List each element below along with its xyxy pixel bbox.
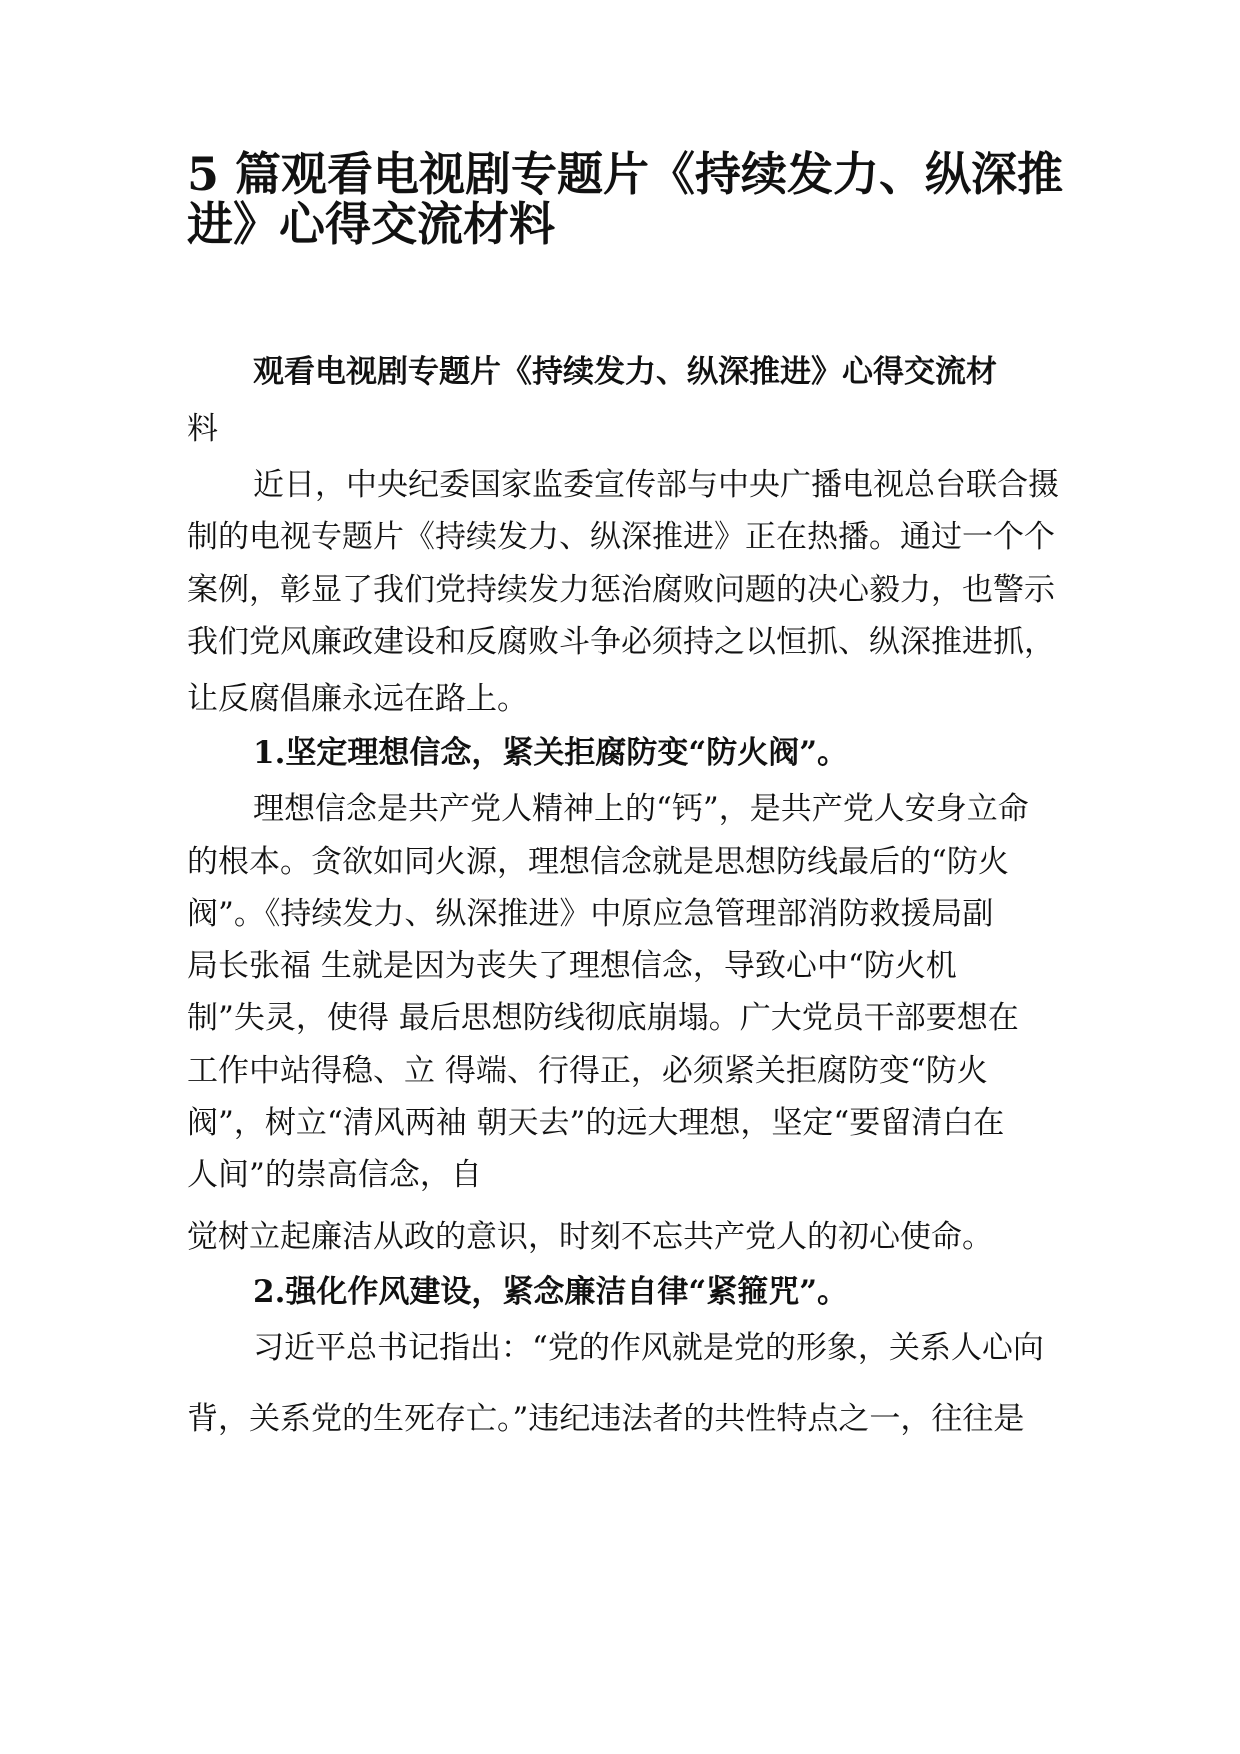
section-1-paragraph-line: 觉树立起廉洁从政的意识，时刻不忘共产党人的初心使命。 (187, 1219, 993, 1255)
section-1-paragraph-line: 的根本。贪欲如同火源，理想信念就是思想防线最后的“防火 (187, 844, 1009, 880)
section-1-paragraph-line: 阀”。《持续发力、纵深推进》中原应急管理部消防救援局副 (187, 896, 994, 932)
section-1-paragraph-line: 制”失灵，使得 最后思想防线彻底崩塌。广大党员干部要想在 (187, 1000, 1019, 1036)
section-2-paragraph-line: 习近平总书记指出：“党的作风就是党的形象，关系人心向 (253, 1330, 1044, 1366)
intro-paragraph-line: 我们党风廉政建设和反腐败斗争必须持之以恒抓、纵深推进抓， (187, 624, 1055, 660)
article-subtitle-line-2: 料 (187, 411, 218, 447)
intro-paragraph-line: 让反腐倡廉永远在路上。 (187, 681, 528, 717)
section-1-heading: 1.坚定理想信念，紧关拒腐防变“防火阀”。 (253, 735, 849, 771)
intro-paragraph-line: 制的电视专题片《持续发力、纵深推进》正在热播。通过一个个 (187, 519, 1055, 555)
section-2-paragraph-line: 背，关系党的生死存亡。”违纪违法者的共性特点之一，往往是 (187, 1401, 1025, 1437)
document-title-line-1: 5 篇观看电视剧专题片《持续发力、纵深推 (187, 147, 1064, 201)
document-title-line-2: 进》心得交流材料 (187, 197, 555, 251)
intro-paragraph-line: 近日，中央纪委国家监委宣传部与中央广播电视总台联合摄 (253, 467, 1059, 503)
intro-paragraph-line: 案例，彰显了我们党持续发力惩治腐败问题的决心毅力，也警示 (187, 572, 1055, 608)
section-1-paragraph-line: 人间”的崇高信念，自 (187, 1157, 482, 1193)
section-1-paragraph-line: 阀”，树立“清风两袖 朝天去”的远大理想，坚定“要留清白在 (187, 1105, 1005, 1141)
article-subtitle-line-1: 观看电视剧专题片《持续发力、纵深推进》心得交流材 (253, 354, 997, 390)
section-1-paragraph-line: 工作中站得稳、立 得端、行得正，必须紧关拒腐防变“防火 (187, 1053, 988, 1089)
section-1-paragraph-line: 局长张福 生就是因为丧失了理想信念，导致心中“防火机 (187, 948, 957, 984)
section-2-heading: 2.强化作风建设，紧念廉洁自律“紧箍咒”。 (253, 1274, 849, 1310)
section-1-paragraph-line: 理想信念是共产党人精神上的“钙”，是共产党人安身立命 (253, 791, 1029, 827)
